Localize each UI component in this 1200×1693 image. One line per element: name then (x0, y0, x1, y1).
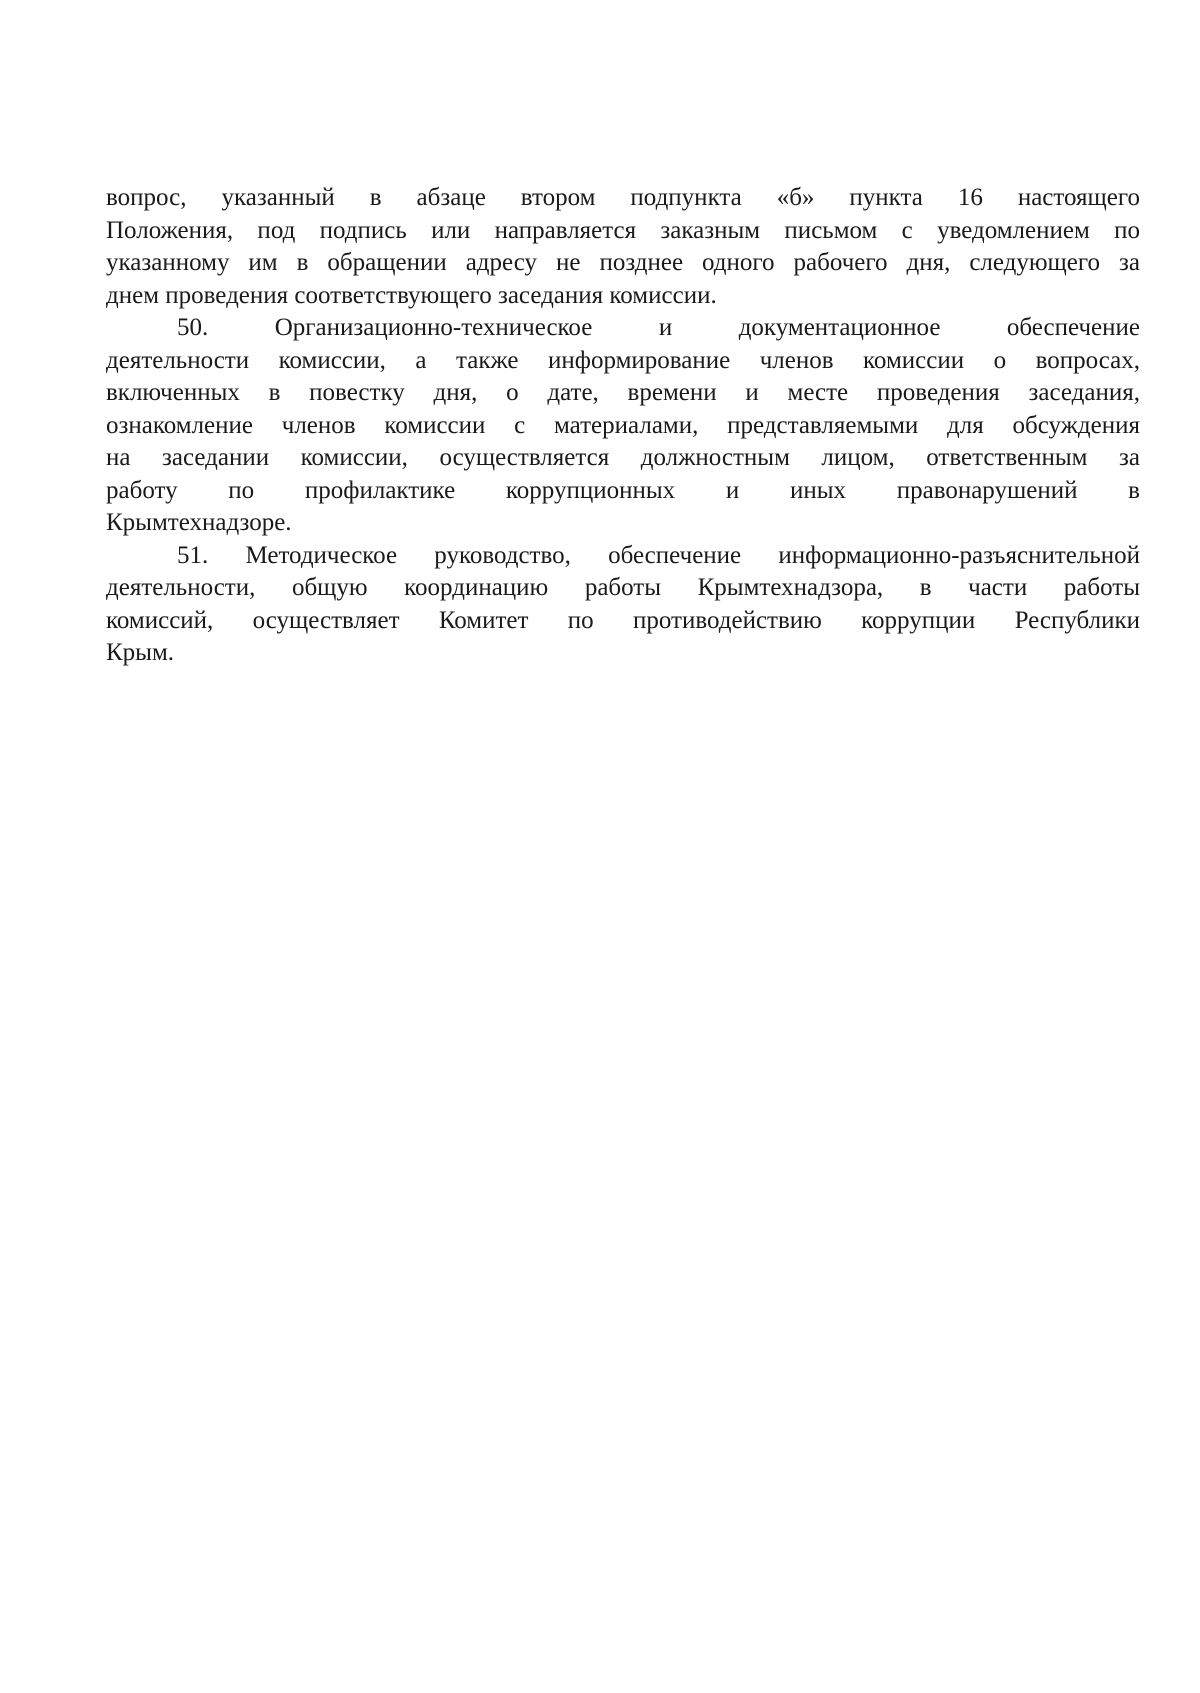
text-line: деятельности, общую координацию работы Крымтехнадзора, в части работы (106, 574, 1140, 601)
paragraph-continuation (106, 182, 1140, 312)
text-line: Крым. (106, 639, 175, 666)
text-line: 50. Организационно-техническое и документационное обеспечение (177, 314, 1140, 341)
text-line: включенных в повестку дня, о дате, времени и месте проведения заседания, (106, 379, 1140, 406)
document-page (106, 182, 1140, 670)
text-line: деятельности комиссии, а также информирование членов комиссии о вопросах, (106, 346, 1140, 374)
text-line: вопрос, указанный в абзаце втором подпункта «б» пункта 16 настоящего (106, 184, 1140, 211)
text-line: на заседании комиссии, осуществляется должностным лицом, ответственным за (106, 444, 1140, 471)
text-line: днем проведения соответствующего заседания комиссии. (106, 281, 717, 309)
text-line: Положения, под подпись или направляется заказным письмом с уведомлением по (106, 216, 1140, 244)
text-line: Крымтехнадзоре. (106, 509, 292, 536)
paragraph-item-50 (106, 312, 1140, 540)
text-line: указанному им в обращении адресу не позднее одного рабочего дня, следующего за (106, 249, 1140, 276)
paragraph-item-51 (106, 540, 1140, 670)
text-line: работу по профилактике коррупционных и иных правонарушений в (106, 476, 1140, 504)
text-line: комиссий, осуществляет Комитет по противодействию коррупции Республики (106, 606, 1140, 634)
text-line: ознакомление членов комиссии с материалами, представляемыми для обсуждения (106, 411, 1140, 439)
text-line: 51. Методическое руководство, обеспечение информационно-разъяснительной (177, 541, 1140, 569)
